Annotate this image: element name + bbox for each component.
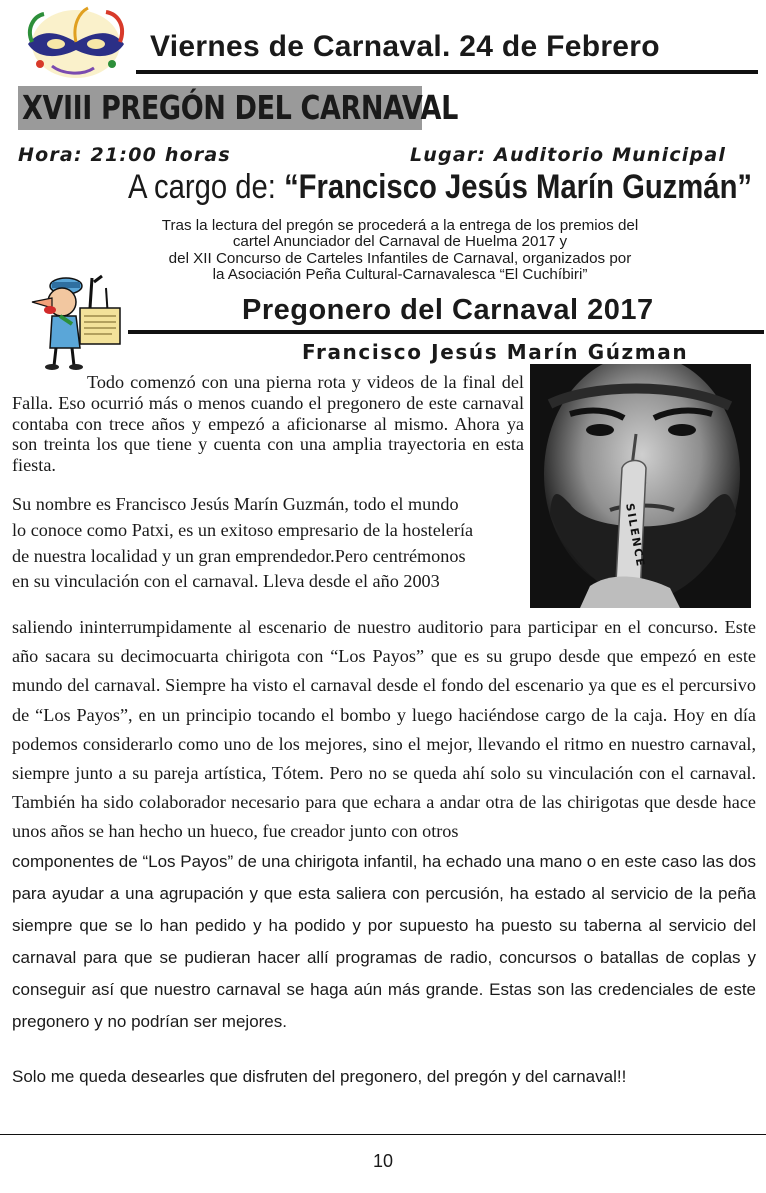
- article-paragraph: [12, 492, 524, 595]
- event-speaker: [128, 168, 752, 207]
- speaker-name: “Francisco Jesús Marín Guzmán”: [284, 168, 753, 206]
- town-crier-icon: [22, 268, 130, 372]
- article-paragraph: [12, 372, 524, 476]
- article-title: Pregonero del Carnaval 2017: [242, 294, 654, 326]
- paragraph-line: en su vinculación con el carnaval. Lleva desde el año 2003: [12, 571, 440, 592]
- header-divider: [136, 70, 758, 74]
- pregonero-photo: [530, 364, 751, 608]
- intro-line: del XII Concurso de Carteles Infantiles de Carnaval, organizados por: [168, 249, 632, 267]
- article-divider: [128, 330, 764, 334]
- page-header-title: Viernes de Carnaval. 24 de Febrero: [150, 30, 660, 63]
- paragraph-line: lo conoce como Patxi, es un exitoso empresario de la hostelería: [12, 519, 474, 540]
- event-intro: [90, 218, 710, 284]
- finger-tattoo-text: SILENCE: [623, 502, 648, 569]
- intro-line: Tras la lectura del pregón se procederá a la entrega de los premios del: [161, 217, 639, 234]
- event-place: Lugar: Auditorio Municipal: [410, 144, 727, 166]
- intro-line: la Asociación Peña Cultural-Carnavalesca “El Cuchíbiri”: [212, 266, 588, 284]
- event-title: XVIII PREGÓN DEL CARNAVAL: [22, 88, 458, 127]
- footer-divider: [0, 1134, 766, 1135]
- paragraph-text: Todo comenzó con una pierna rota y videos de la final del Falla. Eso ocurrió más o menos cuando el pregonero de este carnaval contaba con trece años y empezó a aficionarse al mismo. Ahora ya son treinta los que tiene y cuenta con una amplia trayectoria en esta fiesta.: [12, 372, 524, 476]
- article-paragraph: componentes de “Los Payos” de una chirigota infantil, ha echado una mano o en este caso las dos para ayudar a una agrupación y que esta saliera con percusión, ha estado al servicio de la peña siempre que se lo han pedido y ha podido y por supuesto ha puesto su taberna al servicio del carnaval para que se pudieran hacer allí programas de radio, concursos o batallas de coplas y conseguir así que nuestro carnaval se haga aún más grande. Estas son las credenciales de este pregonero y no podrían ser mejores.: [12, 852, 756, 1032]
- event-time: Hora: 21:00 horas: [18, 144, 231, 166]
- article-subtitle: Francisco Jesús Marín Gúzman: [302, 340, 689, 364]
- paragraph-line: de nuestra localidad y un gran emprendedor.Pero centrémonos: [12, 545, 466, 566]
- article-paragraph: saliendo ininterrumpidamente al escenario de nuestro auditorio para participar en el concurso. Este año sacara su decimocuarta chirigota con “Los Payos” que es su grupo desde que empezó en este mundo del carnaval. Siempre ha visto el carnaval desde el fondo del escenario ya que es el percursivo de “Los Payos”, en un principio tocando el bombo y luego haciéndose cargo de la caja. Hoy en día podemos considerarlo como uno de los mejores, sino el mejor, llevando el ritmo en nuestro carnaval, siempre junto a su pareja artística, Tótem. Pero no se queda ahí solo su vinculación con el carnaval. También ha sido colaborador necesario para que echara a andar otra de las chirigotas que desde hace unos años se han hecho un hueco, fue creador junto con otros: [12, 617, 756, 842]
- article-closing: Solo me queda desearles que disfruten del pregonero, del pregón y del carnaval!!: [12, 1067, 627, 1086]
- speaker-prefix: A cargo de:: [128, 168, 276, 206]
- intro-line: cartel Anunciador del Carnaval de Huelma 2017 y: [232, 233, 568, 251]
- carnival-mask-icon: [22, 4, 130, 84]
- page-number: 10: [372, 1151, 394, 1171]
- paragraph-line: Su nombre es Francisco Jesús Marín Guzmán, todo el mundo: [12, 494, 459, 514]
